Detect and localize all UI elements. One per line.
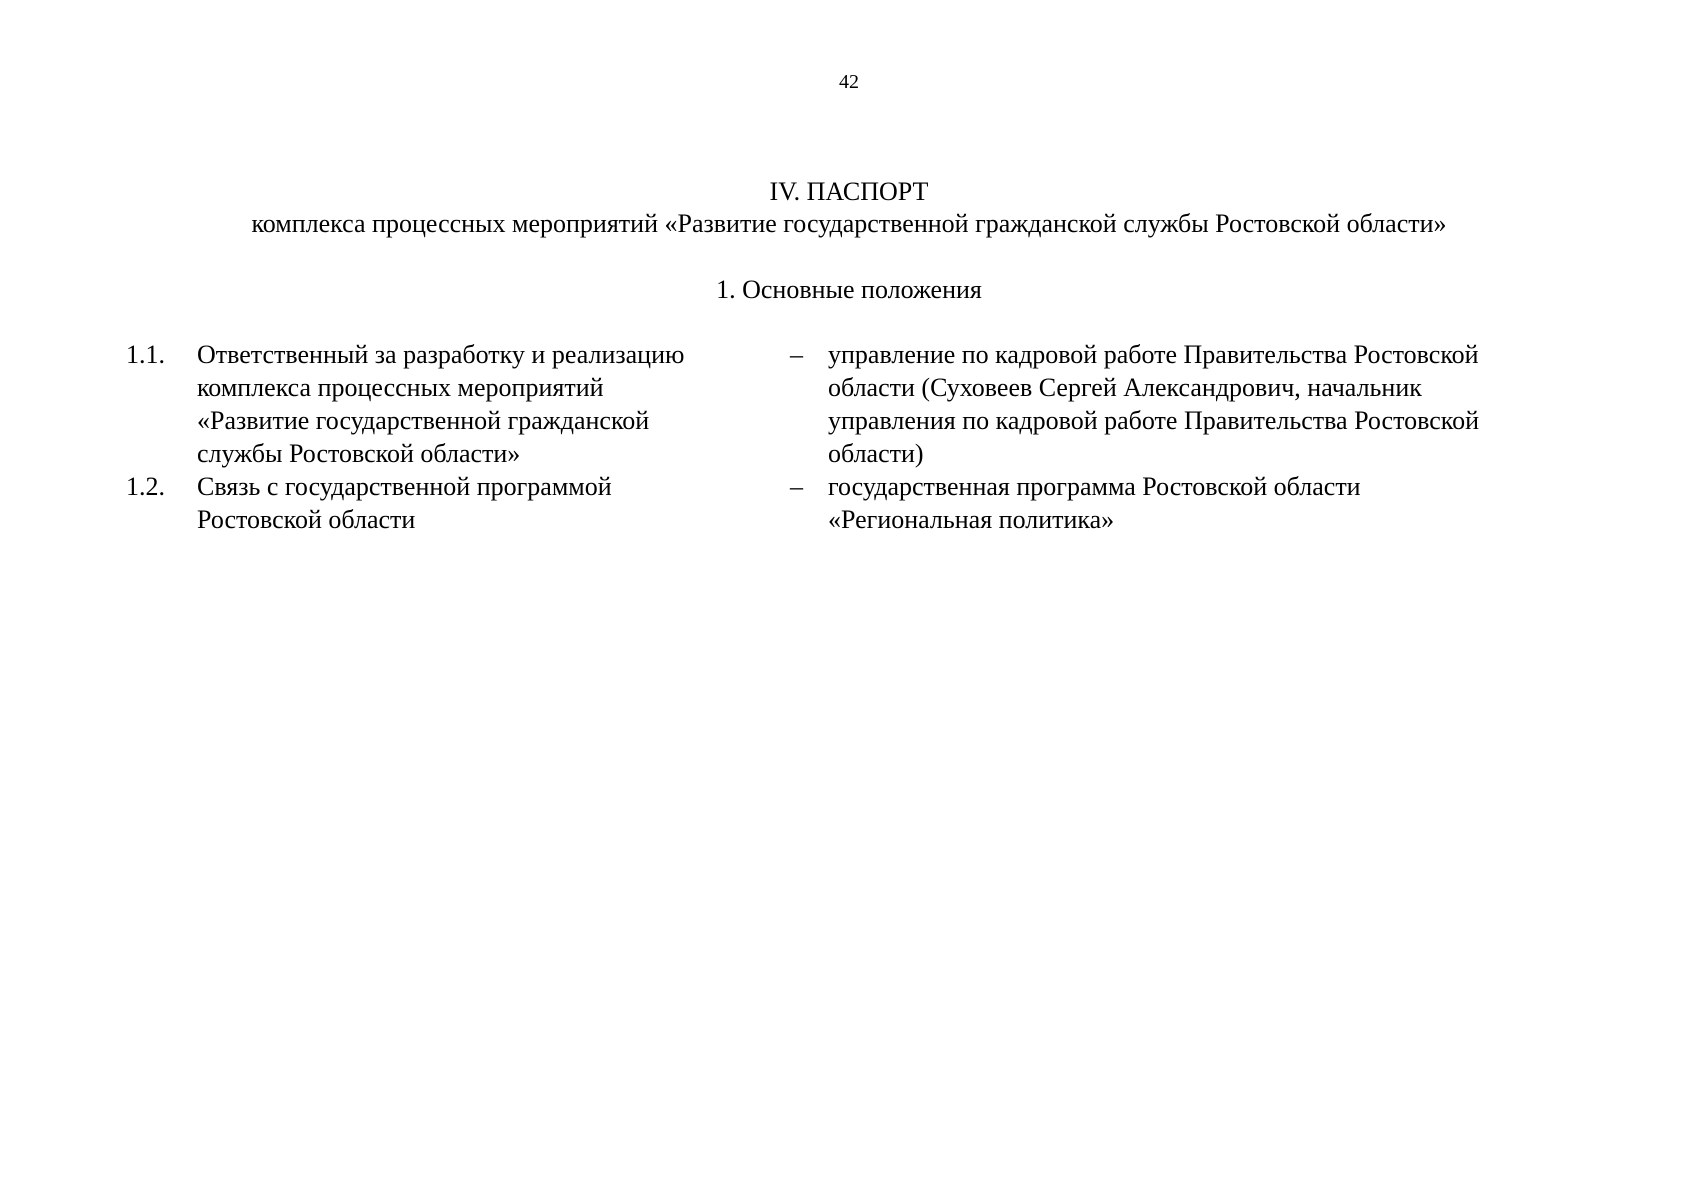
- provision-dash: –: [790, 340, 803, 369]
- provision-number: 1.2.: [126, 472, 165, 501]
- provisions-list: [0, 338, 1698, 536]
- section-title: 1. Основные положения: [716, 275, 982, 304]
- provision-value-line: области (Суховеев Сергей Александрович, начальник: [828, 373, 1422, 402]
- passport-subtitle: комплекса процессных мероприятий «Развитие государственной гражданской службы Ростовской области»: [251, 209, 1447, 238]
- provision-number: 1.1.: [126, 340, 165, 369]
- provision-value-line: области): [828, 439, 924, 468]
- provision-value-line: государственная программа Ростовской области: [828, 472, 1361, 501]
- provision-label-line: комплекса процессных мероприятий: [197, 373, 604, 402]
- provision-label-line: Ростовской области: [197, 505, 416, 534]
- provision-label: [197, 338, 757, 470]
- provision-value-line: управления по кадровой работе Правительства Ростовской: [828, 406, 1479, 435]
- provision-label-line: Ответственный за разработку и реализацию: [197, 340, 685, 369]
- provision-label: [197, 470, 757, 536]
- provision-dash: –: [790, 472, 803, 501]
- provision-label-line: «Развитие государственной гражданской: [197, 406, 650, 435]
- page-number: 42: [839, 71, 859, 93]
- provision-row-1-2: [0, 470, 1698, 536]
- passport-title: IV. ПАСПОРТ: [769, 177, 929, 206]
- provision-row-1-1: [0, 338, 1698, 470]
- provision-label-line: службы Ростовской области»: [197, 439, 521, 468]
- provision-value-line: «Региональная политика»: [828, 505, 1115, 534]
- provision-label-line: Связь с государственной программой: [197, 472, 612, 501]
- provision-value-line: управление по кадровой работе Правительства Ростовской: [828, 340, 1479, 369]
- provision-value: [828, 470, 1568, 536]
- provision-value: [828, 338, 1568, 470]
